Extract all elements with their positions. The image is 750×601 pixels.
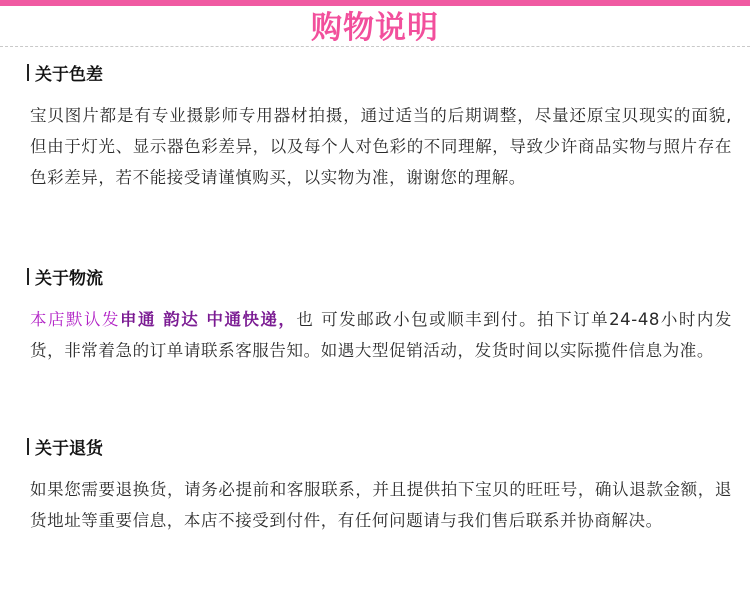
heading-bar-icon [27, 438, 29, 455]
section-body: 如果您需要退换货，请务必提前和客服联系，并且提供拍下宝贝的旺旺号，确认退款金额，退货地址等重要信息，本店不接受到付件，有任何问题请与我们售后联系并协商解决。 [30, 480, 732, 530]
section-returns [27, 432, 732, 536]
section-heading [27, 58, 732, 86]
courier-names: 申通 韵达 中通快递， [119, 310, 297, 329]
section-color-difference [27, 58, 732, 193]
heading-bar-icon [27, 64, 29, 81]
title-divider [0, 46, 750, 47]
section-body: 宝贝图片都是有专业摄影师专用器材拍摄，通过适当的后期调整，尽量还原宝贝现实的面貌,但由于灯光、显示器色彩差异，以及每个人对色彩的不同理解，导致少许商品实物与照片存在色彩差异，若不能接受请谨慎购买，以实物为准，谢谢您的理解。 [30, 106, 732, 187]
heading-bar-icon [27, 268, 29, 285]
default-shipping-label: 本店默认发 [30, 310, 120, 329]
heading-label: 关于退货 [35, 438, 103, 459]
heading-label: 关于色差 [35, 64, 103, 85]
heading-label: 关于物流 [35, 268, 103, 289]
page-title: 购物说明 [311, 10, 439, 46]
top-accent-bar [0, 0, 750, 6]
section-heading [27, 262, 732, 290]
section-logistics [27, 262, 732, 366]
section-body [27, 304, 732, 366]
logistics-text: 也 可发邮政小包或顺丰到付。拍下订单24-48小时内发货，非常着急的订单请联系客服告知。如遇大型促销活动，发货时间以实际揽件信息为准。 [30, 310, 733, 360]
section-heading [27, 432, 732, 460]
